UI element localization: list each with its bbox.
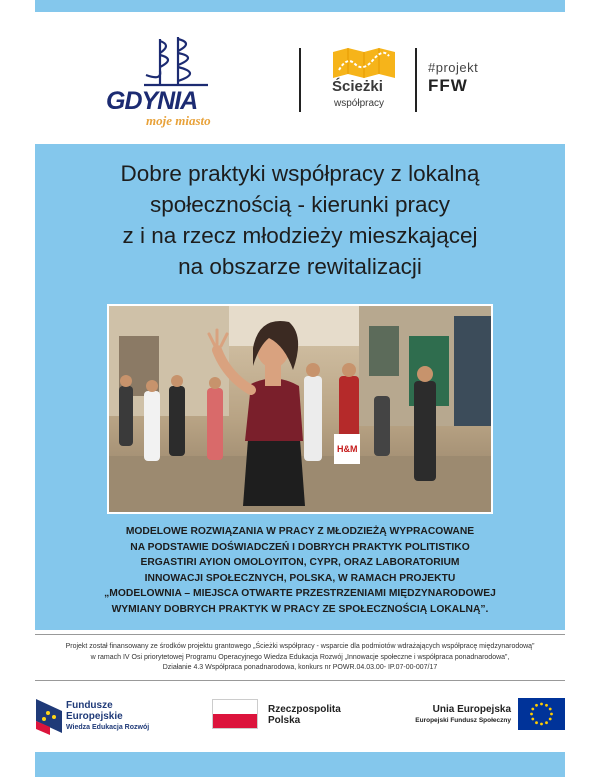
caption-line: MODELOWE ROZWIĄZANIA W PRACY Z MŁODZIEŻĄ WYPRACOWANE [125, 526, 475, 537]
ffw-hashtag: #projekt [428, 60, 479, 75]
ffw-logo [428, 60, 478, 96]
photo-illustration [109, 306, 491, 512]
unia-europejska-label [415, 704, 511, 724]
sciezki-subtitle: współpracy [334, 98, 385, 109]
rzeczpospolita-label [268, 704, 341, 726]
fe-line1: Fundusze [66, 700, 113, 711]
gdynia-logo [100, 35, 225, 128]
rp-line1: Rzeczpospolita [268, 704, 341, 715]
caption-line: WYMIANY DOBRYCH PRAKTYK W PRACY ZE SPOŁECZNOŚCIĄ LOKALNĄ”. [111, 603, 489, 615]
funding-line: Działanie 4.3 Współpraca ponadnarodowa, konkurs nr POWR.04.03.00- IP.07-00-007/17 [162, 664, 438, 671]
ue-title: Unia Europejska [432, 704, 511, 715]
project-caption [55, 524, 545, 617]
ue-subtitle: Europejski Fundusz Społeczny [415, 717, 511, 724]
fe-line3: Wiedza Edukacja Rozwój [66, 724, 150, 731]
divider-2 [415, 48, 417, 112]
gdynia-wordmark: GDYNIA [106, 87, 198, 115]
divider-1 [299, 48, 301, 112]
sciezki-logo [328, 48, 400, 114]
title-line: na obszarze rewitalizacji [178, 254, 422, 279]
top-color-bar [35, 0, 565, 12]
sciezki-title: Ścieżki [332, 78, 383, 95]
divider-bottom-funding [35, 680, 565, 681]
caption-line: „MODELOWNIA – MIEJSCA OTWARTE PRZESTRZENIAMI MIĘDZYNARODOWEJ [104, 588, 496, 599]
funding-line: Projekt został finansowany ze środków projektu grantowego „Ścieżki współpracy - wsparcie dla podmiotów wdrażających współpracę międzynarodową” [65, 643, 535, 650]
street-photo [107, 304, 493, 514]
gdynia-tagline: moje miasto [146, 113, 211, 128]
bottom-color-bar [35, 752, 565, 777]
funding-note [40, 642, 560, 674]
eu-flag-icon [518, 698, 565, 730]
caption-line: INNOWACJI SPOŁECZNYCH, POLSKA, W RAMACH PROJEKTU [144, 572, 456, 584]
map-icon [333, 48, 395, 78]
bag-text: H&M [337, 444, 358, 454]
divider-top-funding [35, 634, 565, 635]
fe-line2: Europejskie [66, 711, 123, 722]
fundusze-europejskie-label [66, 700, 149, 733]
main-panel [35, 144, 565, 630]
caption-line: ERGASTIRI AYION OMOLOYITON, CYPR, ORAZ LABORATORIUM [140, 557, 460, 568]
fundusze-europejskie-icon [34, 697, 64, 735]
title-line: z i na rzecz młodzieży mieszkającej [122, 223, 478, 248]
ship-sails-icon [142, 35, 212, 91]
ffw-name: FFW [428, 76, 468, 95]
page-title [35, 158, 565, 282]
rp-line2: Polska [268, 715, 301, 726]
title-line: Dobre praktyki współpracy z lokalną [120, 161, 480, 186]
funding-line: w ramach IV Osi priorytetowej Programu Operacyjnego Wiedza Edukacja Rozwój „Innowacje społeczne i współpraca ponadnarodowa”, [90, 653, 510, 661]
caption-line: NA PODSTAWIE DOŚWIADCZEŃ I DOBRYCH PRAKTYK POLITISTIKO [130, 541, 470, 553]
poland-flag-icon [212, 699, 258, 729]
title-line: społecznością - kierunki pracy [149, 192, 451, 217]
